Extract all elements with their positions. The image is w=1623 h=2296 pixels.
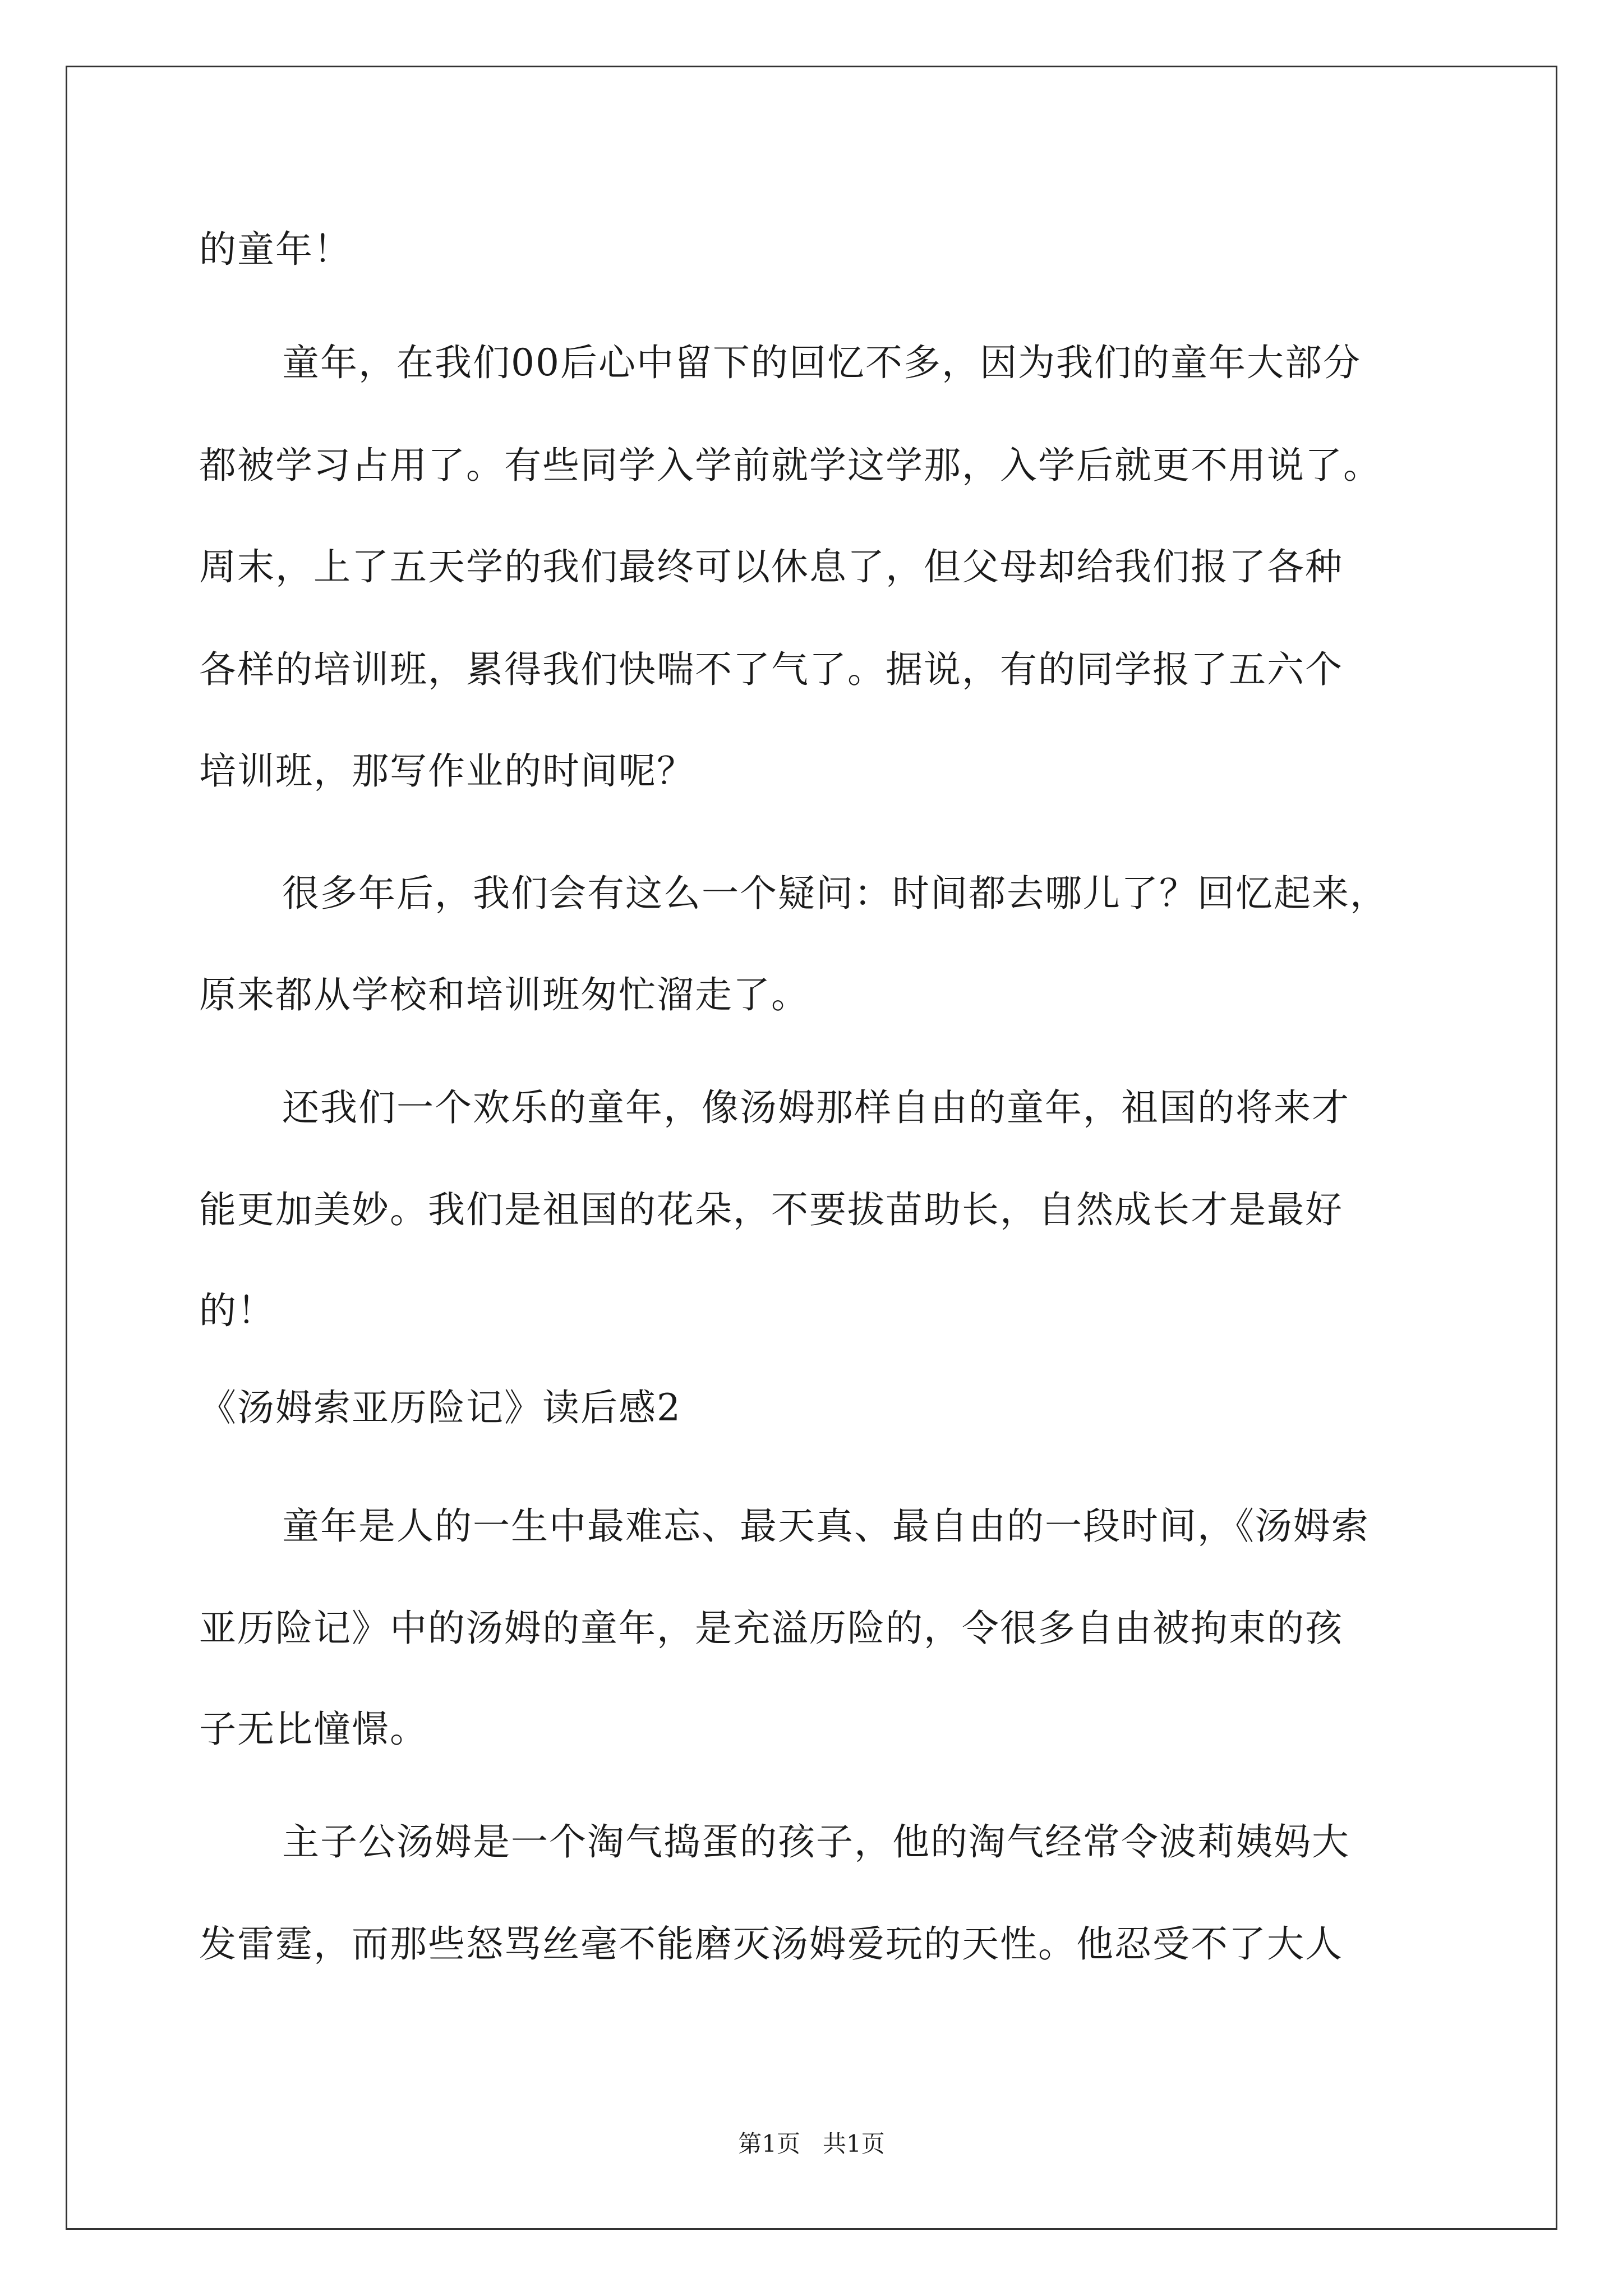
text-line: 周末，上了五天学的我们最终可以休息了，但父母却给我们报了各种 <box>199 545 1343 588</box>
text-line: 亚历险记》中的汤姆的童年，是充溢历险的，令很多自由被拘束的孩 <box>199 1607 1343 1650</box>
text-line: 很多年后，我们会有这么一个疑问：时间都去哪儿了？回忆起来， <box>282 872 1388 915</box>
text-line: 能更加美妙。我们是祖国的花朵，不要拔苗助长，自然成长才是最好 <box>199 1188 1343 1231</box>
text-line: 童年是人的一生中最难忘、最天真、最自由的一段时间，《汤姆索 <box>282 1504 1370 1548</box>
section-heading: 《汤姆索亚历险记》读后感2 <box>199 1386 681 1429</box>
text-line: 童年，在我们00后心中留下的回忆不多，因为我们的童年大部分 <box>282 341 1361 384</box>
text-line: 发雷霆，而那些怒骂丝毫不能磨灭汤姆爱玩的天性。他忍受不了大人 <box>199 1922 1343 1966</box>
text-line: 的童年！ <box>199 228 352 271</box>
text-line: 子无比憧憬。 <box>199 1708 428 1751</box>
text-line: 原来都从学校和培训班匆忙溜走了。 <box>199 973 809 1016</box>
text-line: 培训班，那写作业的时间呢？ <box>199 749 695 793</box>
text-line: 的！ <box>199 1289 275 1332</box>
text-line: 各样的培训班，累得我们快喘不了气了。据说，有的同学报了五六个 <box>199 648 1343 691</box>
text-line: 主子公汤姆是一个淘气捣蛋的孩子，他的淘气经常令波莉姨妈大 <box>282 1820 1350 1864</box>
page-border <box>66 66 1557 2230</box>
text-line: 还我们一个欢乐的童年，像汤姆那样自由的童年，祖国的将来才 <box>282 1086 1350 1129</box>
page-footer: 第1页 共1页 <box>738 2130 885 2157</box>
text-line: 都被学习占用了。有些同学入学前就学这学那，入学后就更不用说了。 <box>199 444 1381 487</box>
